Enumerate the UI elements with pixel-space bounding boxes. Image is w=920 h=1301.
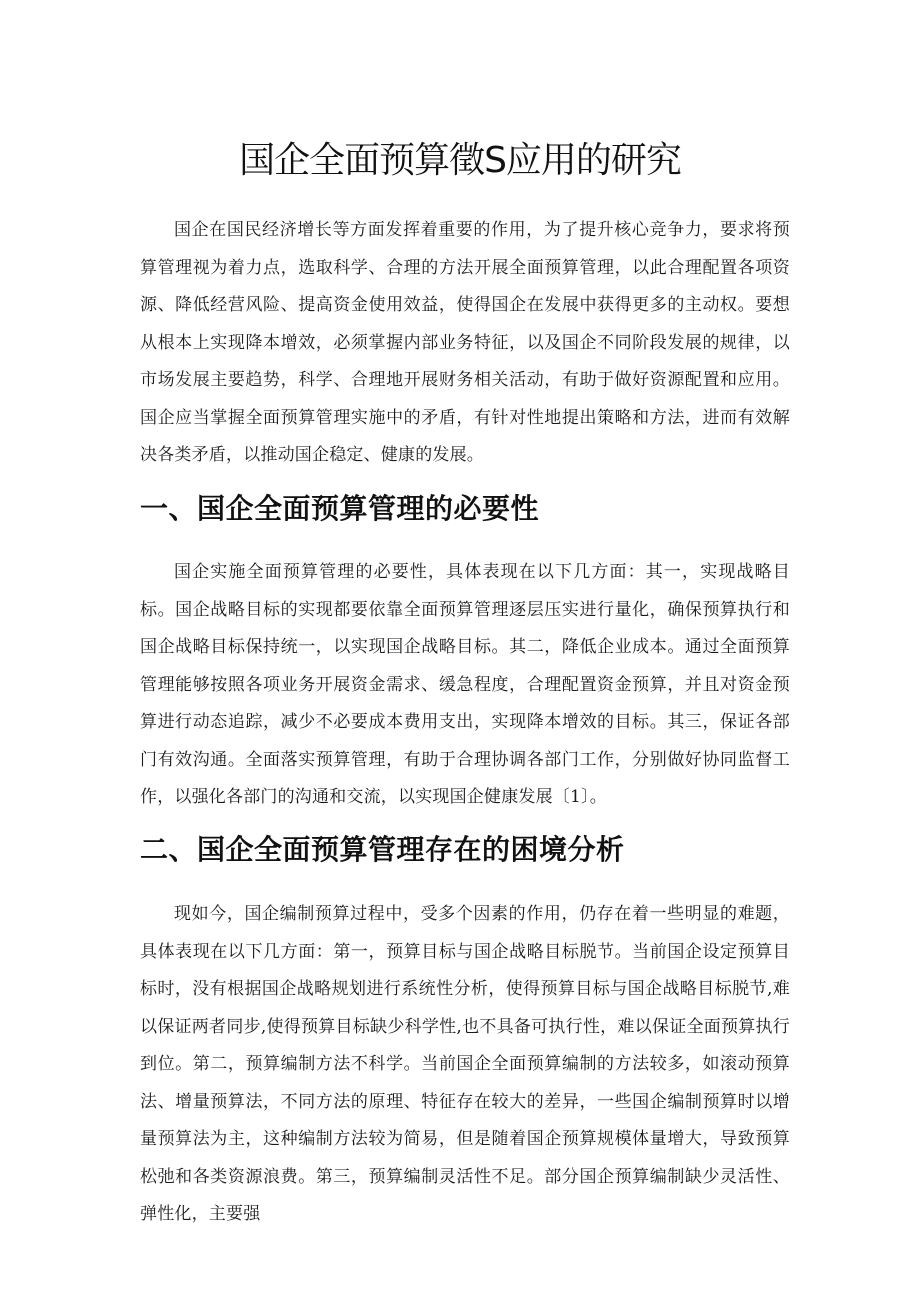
section-body-1: 国企实施全面预算管理的必要性，具体表现在以下几方面：其一，实现战略目标。国企战略目标的实现都要依靠全面预算管理逐层压实进行量化，确保预算执行和国企战略目标保持统一，以实现国企战略目标。其二，降低企业成本。通过全面预算管理能够按照各项业务开展资金需求、缓急程度，合理配置资金预算，并且对资金预算进行动态追踪，减少不必要成本费用支出，实现降本增效的目标。其三，保证各部门有效沟通。全面落实预算管理，有助于合理协调各部门工作，分别做好协同监督工作，以强化各部门的沟通和交流，以实现国企健康发展〔1〕。 [140,562,790,807]
section-body-2: 现如今，国企编制预算过程中，受多个因素的作用，仍存在着一些明显的难题，具体表现在以下几方面：第一，预算目标与国企战略目标脱节。当前国企设定预算目标时，没有根据国企战略规划进行系统性分析，使得预算目标与国企战略目标脱节,难以保证两者同步,使得预算目标缺少科学性,也不具备可执行性，难以保证全面预算执行到位。第二，预算编制方法不科学。当前国企全面预算编制的方法较多，如滚动预算法、增量预算法，不同方法的原理、特征存在较大的差异，一些国企编制预算时以增量预算法为主，这种编制方法较为简易，但是随着国企预算规模体量增大，导致预算松弛和各类资源浪费。第三，预算编制灵活性不足。部分国企预算编制缺少灵活性、弹性化，主要强 [140,904,790,1224]
section-heading-1: 一、国企全面预算管理的必要性 [140,492,540,525]
document-title: 国企全面预算徵S应用的研究 [239,140,681,181]
section-heading-2: 二、国企全面预算管理存在的困境分析 [140,833,625,866]
intro-paragraph: 国企在国民经济增长等方面发挥着重要的作用，为了提升核心竞争力，要求将预算管理视为着力点，选取科学、合理的方法开展全面预算管理，以此合理配置各项资源、降低经营风险、提高资金使用效益，使得国企在发展中获得更多的主动权。要想从根本上实现降本增效，必须掌握内部业务特征，以及国企不同阶段发展的规律，以市场发展主要趋势，科学、合理地开展财务相关活动，有助于做好资源配置和应用。国企应当掌握全面预算管理实施中的矛盾，有针对性地提出策略和方法，进而有效解决各类矛盾，以推动国企稳定、健康的发展。 [140,220,790,465]
